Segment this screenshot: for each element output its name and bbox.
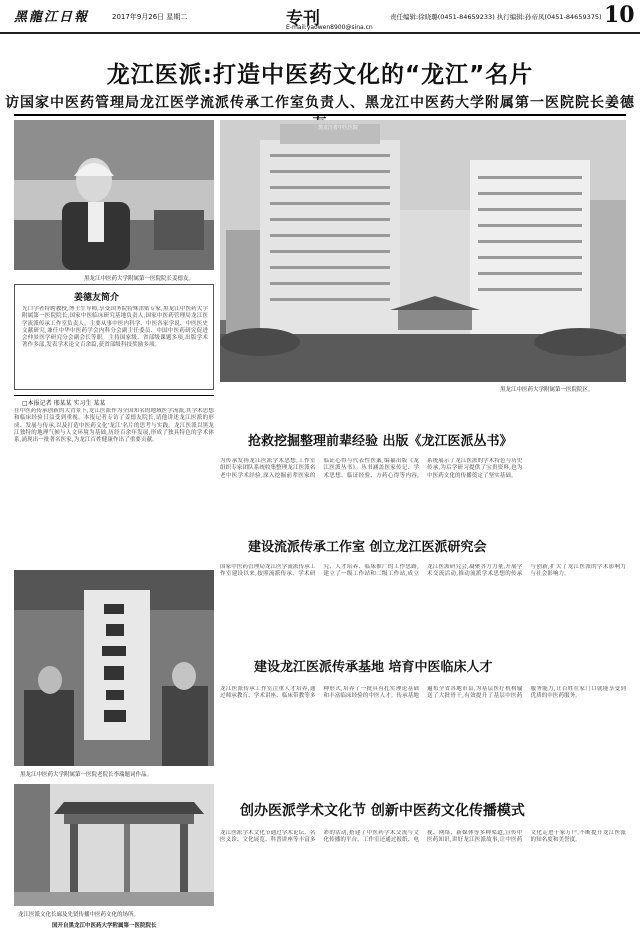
- gate-caption: 龙江医派文化长廊及先贤传播中医药文化的场所。: [18, 912, 140, 918]
- calligraphy-photo: [14, 570, 214, 766]
- gate-photo: [14, 784, 214, 906]
- newspaper-masthead: 黑龍江日報: [14, 10, 90, 25]
- gate-illustration: [14, 784, 214, 906]
- intro-text: 在中医药传承创新的大背景下,龙江医派作为全国知名的地域医学流派,其学术思想和临床经验日益受到重视。本报记者专访了姜德友院长,请他讲述龙江医派的形成、发展与传承,以及打造中医药文化'龙江'名片的思考与实践。龙江医派以黑龙江独特的地理气候与人文环境为基础,历经百余年发展,形成了独具特色的学术体系,涌现出一批著名医家,为龙江百姓健康作出了重要贡献。: [14, 408, 214, 444]
- main-headline: 龙江医派:打造中医药文化的“龙江”名片: [106, 62, 534, 88]
- building-sign-text: 黑龙江省中医医院: [318, 125, 359, 131]
- section-email: E-mail:yaowen8900@sina.cn: [286, 24, 373, 31]
- gate-sign: 国开自黑龙江中医药大学附属第一医院院长: [52, 923, 157, 929]
- byline-rule: [14, 395, 214, 396]
- section-4-text: 龙江医派学术文化节通过学术论坛、名医义诊、文化展览、科普讲座等丰富多彩的活动,搭建了中医药学术交流与文化传播的平台。工作室还通过报纸、电视、网络、新媒体等多种渠道,宣传中医药知识,讲好龙江医派故事,让中医药文化走进千家万户,不断提升龙江医派的知名度和美誉度。: [220, 830, 626, 844]
- section-1-title: 抢救挖掘整理前辈经验 出版《龙江医派丛书》: [248, 434, 513, 449]
- calligraphy-caption: 黑龙江中医药大学附属第一医院老院长李瑞题词作品。: [20, 772, 153, 778]
- portrait-illustration: [14, 120, 214, 270]
- section-2-title: 建设流派传承工作室 创立龙江医派研究会: [248, 540, 487, 555]
- calligraphy-illustration: [14, 570, 214, 766]
- portrait-photo: [14, 120, 214, 270]
- section-name: 专刊: [286, 9, 320, 29]
- page-number: 10: [604, 2, 635, 28]
- hospital-illustration: [220, 120, 626, 382]
- bio-text: 光口学者特聘教授,博士生导师,享受国务院特殊津贴专家,黑龙江中医药大学附属第一医院院长,国家中医临床研究基地负责人,国家中医药管理局龙江医学流派传承工作室负责人。主要从事中医内科学、中医各家学说、中医医史文献研究,兼任中华中医药学会内科分会副主任委员、中国中医药研究促进会仲景医学研究分会副会长等职。主持国家级、省部级课题多项,出版学术著作多部,发表学术论文百余篇,获省部级科技奖励多项。: [22, 306, 208, 349]
- editor-credits: 责任编辑:徐晓璐(0451-84659233) 执行编辑:孙帝凤(0451-84659375): [390, 13, 602, 21]
- section-3-text: 龙江医派传承工作室注重人才培养,通过师承教育、学术讲座、临床带教等多种形式,培养了一批具有扎实理论基础和丰富临床经验的中医人才。传承基地遍布全省各地市县,为基层医疗机构输送了大批骨干,有效提升了基层中医药服务能力,让百姓在家门口就能享受到优质的中医药服务。: [220, 686, 626, 700]
- section-3-title: 建设龙江医派传承基地 培育中医临床人才: [254, 660, 493, 675]
- hospital-photo: [220, 120, 626, 382]
- section-4-title: 创办医派学术文化节 创新中医药文化传播模式: [240, 803, 525, 819]
- main-subheadline: 访国家中医药管理局龙江医学流派传承工作室负责人、黑龙江中医药大学附属第一医院院长姜德: [5, 95, 635, 111]
- portrait-caption: 黑龙江中医药大学附属第一医院院长姜德友。: [84, 276, 195, 282]
- bio-title: 姜德友简介: [74, 293, 120, 303]
- headline-rule: [14, 114, 626, 116]
- byline: □本报记者 邢某某 实习生 某某: [22, 400, 106, 407]
- issue-date: 2017年9月26日 星期二: [112, 13, 188, 21]
- hospital-caption: 黑龙江中医药大学附属第一医院院区。: [500, 387, 594, 393]
- section-2-text: 国家中医药管理局龙江医学流派传承工作室建设以来,按照流派传承、学术研究、人才培养、临床推广的工作思路,建立了一级工作站和二级工作站,成立龙江医派研究会,凝聚各方力量,开展学术交流活动,推动流派学术思想的传承与创新,扩大了龙江医派的学术影响力与社会影响力。: [220, 564, 626, 578]
- section-1-text: 为传承发扬龙江医派学术思想,工作室组织专家团队系统收集整理龙江医派名老中医学术经验,深入挖掘前辈医家的临证心得与代表性医案,编纂出版《龙江医派丛书》。丛书涵盖医家传记、学术思想、临证经验、方药心得等内容,系统展示了龙江医派的学术特色与历史传承,为后学研习提供了宝贵资料,也为中医药文化的传播奠定了坚实基础。: [220, 458, 523, 479]
